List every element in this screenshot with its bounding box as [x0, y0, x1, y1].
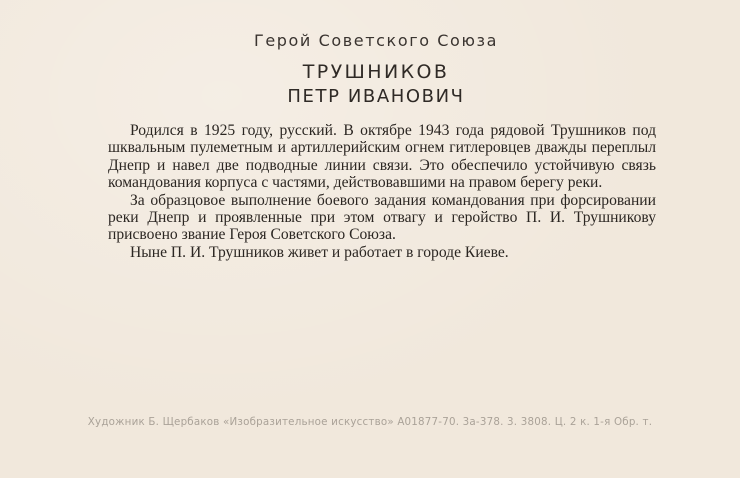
biography-paragraph: Ныне П. И. Трушников живет и работает в городе Киеве. — [130, 243, 509, 261]
hero-name: ПЕТР ИВАНОВИЧ — [287, 86, 465, 107]
card-subtitle: Герой Советского Союза — [253, 31, 499, 50]
biography-paragraph: Родился в 1925 году, русский. В октябре 1943 года рядовой Трушников под шквальным пулеметным и артиллерийским огнем гитлеровцев дважды переплыл Днепр и навел две подводные линии связи. Это обеспечило устойчивую связь командования корпуса с частями, действовавшими на правом берегу реки. — [108, 122, 656, 192]
biography — [108, 122, 656, 261]
publisher-imprint: Художник Б. Щербаков «Изобразительное искусство» А01877-70. 3а-378. 3. 3808. Ц. 2 к. 1-я Обр. т. — [87, 416, 653, 428]
hero-surname: ТРУШНИКОВ — [302, 61, 450, 83]
biography-paragraph: За образцовое выполнение боевого задания командования при форсировании реки Днепр и проявленные при этом отвагу и геройство П. И. Трушникову присвоено звание Героя Советского Союза. — [108, 191, 656, 244]
